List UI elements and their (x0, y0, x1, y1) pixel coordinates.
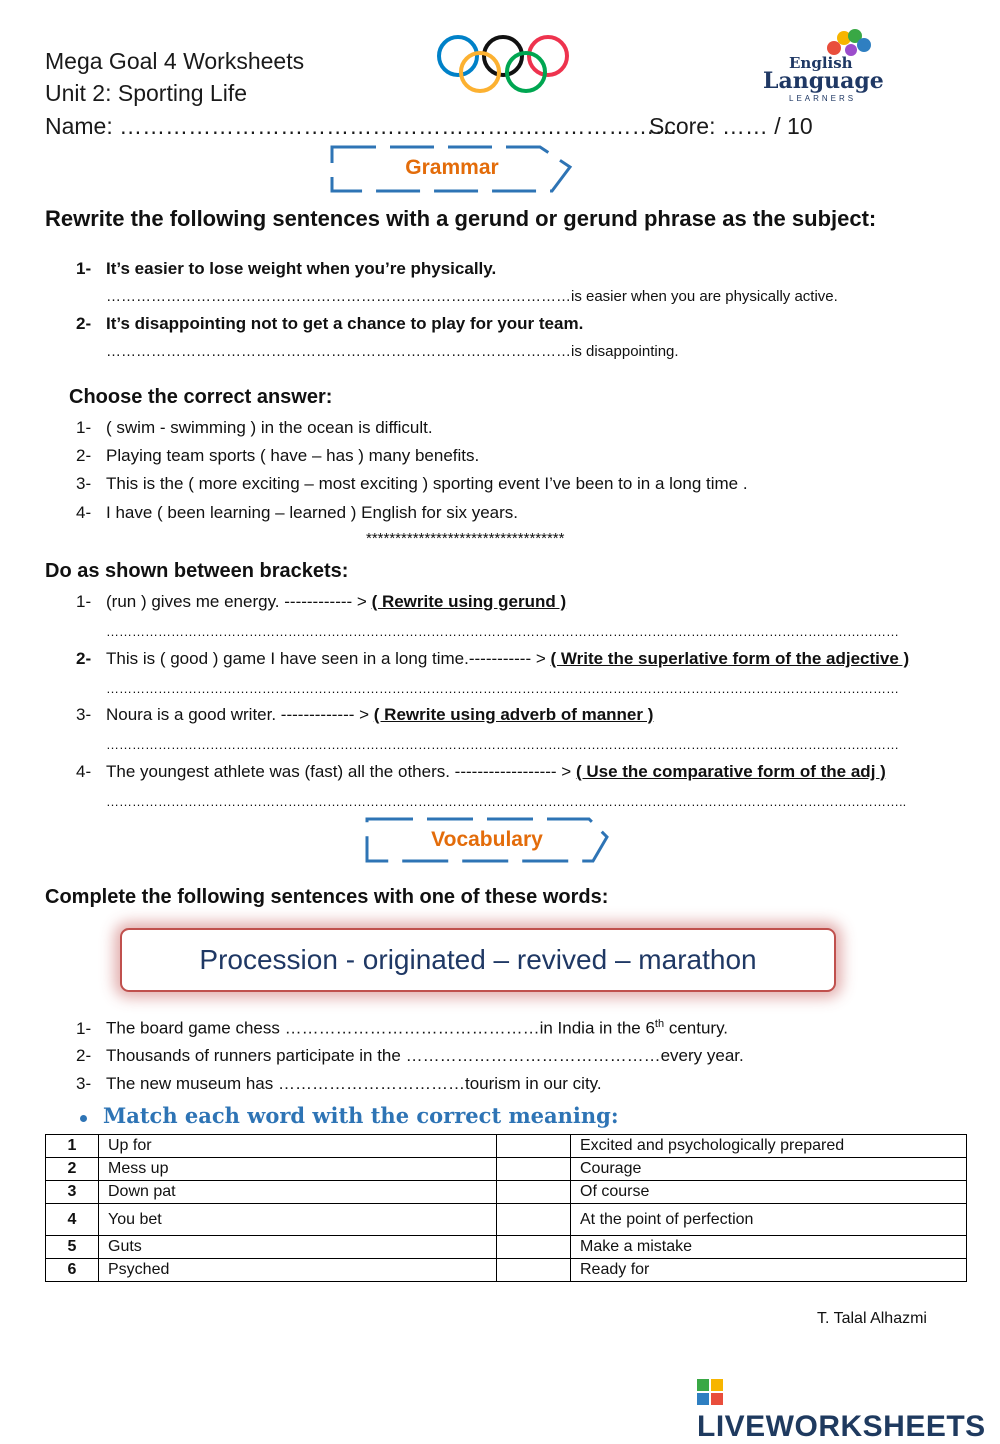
answer-cell[interactable] (497, 1204, 571, 1236)
answer-cell[interactable] (497, 1181, 571, 1204)
table-row: 2 Mess up Courage (46, 1158, 967, 1181)
choose-item-4[interactable]: 4- I have ( been learning – learned ) English for six years. (76, 503, 519, 522)
match-title-row: Match each word with the correct meaning: (80, 1103, 619, 1128)
brackets-title: Do as shown between brackets: (45, 560, 349, 582)
brackets-answer-1[interactable]: ………………………………………………………………………………………………………………………………………………………………… (106, 624, 899, 639)
brackets-item-4: 4- The youngest athlete was (fast) all the others. ------------------ > ( Use the comparative form of the adj ) (76, 762, 886, 781)
table-row: 4 You bet At the point of perfection (46, 1204, 967, 1236)
brackets-answer-4[interactable]: ………………………………………………………………………………………………………………………………………………………………….. (106, 794, 907, 809)
liveworksheets-icon (697, 1379, 723, 1405)
match-table (45, 1134, 967, 1282)
score-field: Score: …… / 10 (649, 113, 813, 139)
vocabulary-instruction: Complete the following sentences with one of these words: (45, 886, 609, 908)
gerund-instruction: Rewrite the following sentences with a gerund or gerund phrase as the subject: (45, 206, 877, 231)
gerund-answer-2[interactable]: …………………………………………………………………………………is disappointing. (106, 343, 679, 360)
vocab-item-2[interactable]: 2- Thousands of runners participate in the ………………………………………every year. (76, 1046, 744, 1065)
table-row: 5 Guts Make a mistake (46, 1236, 967, 1259)
separator-stars: ********************************** (366, 530, 565, 547)
table-row: 3 Down pat Of course (46, 1181, 967, 1204)
name-field[interactable]: Name: ……………………………………………….……………… (45, 113, 678, 139)
answer-cell[interactable] (497, 1259, 571, 1282)
answer-cell[interactable] (497, 1135, 571, 1158)
gerund-item-2: 2- It’s disappointing not to get a chance to play for your team. (76, 314, 584, 333)
choose-title: Choose the correct answer: (69, 386, 333, 408)
choose-item-2[interactable]: 2- Playing team sports ( have – has ) many benefits. (76, 446, 480, 465)
english-language-learners-logo: English Language LEARNERS (760, 26, 890, 104)
author-signature: T. Talal Alhazmi (817, 1310, 927, 1327)
liveworksheets-logo: LIVEWORKSHEETS (697, 1376, 1000, 1444)
unit-title: Unit 2: Sporting Life (45, 80, 248, 106)
vocabulary-banner: Vocabulary (365, 815, 609, 865)
worksheet-title: Mega Goal 4 Worksheets (45, 48, 305, 74)
brackets-item-2: 2- This is ( good ) game I have seen in a long time.----------- > ( Write the superlative form of the adjective ) (76, 649, 910, 668)
gerund-answer-1[interactable]: …………………………………………………………………………………is easier when you are physically active. (106, 288, 838, 305)
brackets-item-1: 1- (run ) gives me energy. ------------ > ( Rewrite using gerund ) (76, 592, 567, 611)
vocab-item-3[interactable]: 3- The new museum has ……………………………tourism in our city. (76, 1074, 602, 1093)
choose-item-1[interactable]: 1- ( swim - swimming ) in the ocean is difficult. (76, 418, 433, 437)
answer-cell[interactable] (497, 1158, 571, 1181)
choose-item-3[interactable]: 3- This is the ( more exciting – most exciting ) sporting event I’ve been to in a long time . (76, 474, 748, 493)
brackets-answer-3[interactable]: ………………………………………………………………………………………………………………………………………………………………… (106, 737, 899, 752)
table-row: 1 Up for Excited and psychologically prepared (46, 1135, 967, 1158)
vocab-item-1[interactable]: 1- The board game chess ………………………………………in India in the 6th century. (76, 1018, 729, 1038)
olympic-rings-icon (432, 34, 574, 96)
brackets-item-3: 3- Noura is a good writer. ------------- > ( Rewrite using adverb of manner ) (76, 705, 654, 724)
grammar-banner: Grammar (330, 143, 574, 195)
word-bank: Procession - originated – revived – marathon (120, 928, 836, 992)
answer-cell[interactable] (497, 1236, 571, 1259)
gerund-item-1: 1- It’s easier to lose weight when you’re physically. (76, 259, 497, 278)
bullet-icon (80, 1115, 87, 1122)
table-row: 6 Psyched Ready for (46, 1259, 967, 1282)
brackets-answer-2[interactable]: ………………………………………………………………………………………………………………………………………………………………… (106, 681, 899, 696)
